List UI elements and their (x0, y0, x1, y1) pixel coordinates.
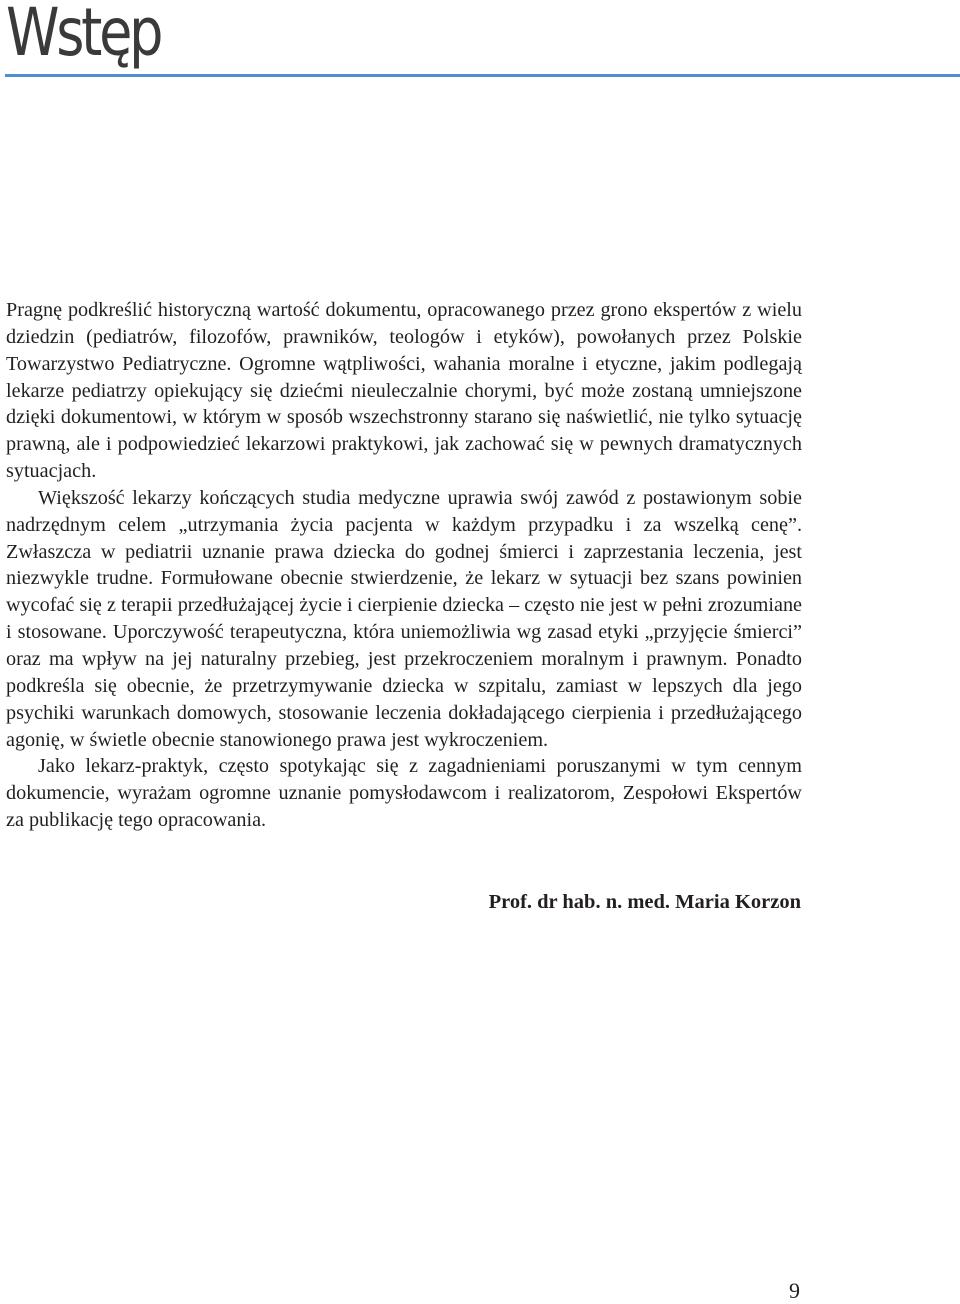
paragraph-3: Jako lekarz-praktyk, często spotykając się z zagadnieniami poruszanymi w tym cennym dokumencie, wyrażam ogromne uznanie pomysłodawcom i realizatorom, Zespołowi Ekspertów za publikację tego opracowania. (6, 755, 802, 832)
body-text (6, 297, 802, 834)
paragraph-1: Pragnę podkreślić historyczną wartość dokumentu, opracowanego przez grono ekspertów z wielu dziedzin (pediatrów, filozofów, prawników, teologów i etyków), powołanych przez Polskie Towarzystwo Pediatryczne. Ogromne wątpliwości, wahania moralne i etyczne, jakim podlegają lekarze pediatrzy opiekujący się dziećmi nieuleczalnie chorymi, być może zostaną umniejszone dzięki dokumentowi, w którym w sposób wszechstronny starano się naświetlić, nie tylko sytuację prawną, ale i podpowiedzieć lekarzowi praktykowi, jak zachować się w pewnych dramatycznych sytuacjach. (6, 299, 802, 483)
page-number: 9 (789, 1278, 800, 1303)
page-title: Wstęp (6, 0, 161, 71)
title-underline-rule (5, 74, 960, 77)
author-signature: Prof. dr hab. n. med. Maria Korzon (488, 891, 801, 913)
paragraph-2: Większość lekarzy kończących studia medyczne uprawia swój zawód z postawionym sobie nadrzędnym celem „utrzymania życia pacjenta w każdym przypadku i za wszelką cenę”. Zwłaszcza w pediatrii uznanie prawa dziecka do godnej śmierci i zaprzestania leczenia, jest niezwykle trudne. Formułowane obecnie stwierdzenie, że lekarz w sytuacji bez szans powinien wycofać się z terapii przedłużającej życie i cierpienie dziecka – często nie jest w pełni zrozumiane i stosowane. Uporczywość terapeutyczna, która uniemożliwia wg zasad etyki „przyjęcie śmierci” oraz ma wpływ na jej naturalny przebieg, jest przekroczeniem moralnym i prawnym. Ponadto podkreśla się obecnie, że przetrzymywanie dziecka w szpitalu, zamiast w lepszych dla jego psychiki warunkach domowych, stosowanie leczenia dokładającego cierpienia i przedłużającego agonię, w świetle obecnie stanowionego prawa jest wykroczeniem. (6, 486, 802, 751)
